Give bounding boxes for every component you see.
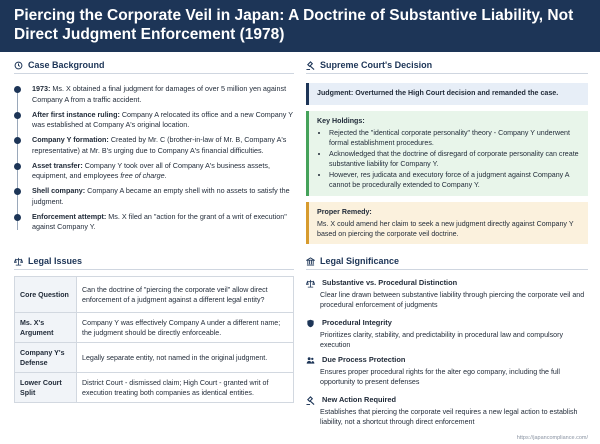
issue-value: Company Y was effectively Company A under a different name; the judgment should be directly enforceable. bbox=[77, 313, 294, 343]
timeline-dot bbox=[14, 163, 21, 170]
proper-remedy-title: Proper Remedy: bbox=[317, 208, 372, 216]
case-background-section bbox=[14, 60, 294, 74]
balance-scale-icon bbox=[306, 279, 315, 288]
decision-heading bbox=[306, 60, 588, 74]
significance-section bbox=[306, 256, 588, 270]
users-icon bbox=[306, 356, 315, 365]
proper-remedy-box bbox=[306, 202, 588, 244]
case-timeline bbox=[14, 84, 294, 238]
significance-item bbox=[306, 395, 588, 428]
gavel-icon bbox=[306, 396, 315, 405]
significance-item bbox=[306, 278, 588, 311]
table-row bbox=[15, 343, 294, 373]
legal-issues-heading bbox=[14, 256, 294, 270]
list-item: • Acknowledged that the doctrine of disregard of corporate personality can create substantive liability for Company Y. bbox=[329, 149, 580, 170]
timeline-item: 1973: Ms. X obtained a final judgment for damages of over 5 million yen against Company A from a traffic accident. bbox=[14, 84, 294, 105]
significance-item-text: Prioritizes clarity, stability, and predictability in procedural law and compulsory execution bbox=[320, 330, 563, 349]
issue-value: Legally separate entity, not named in the original judgment. bbox=[77, 343, 294, 373]
issue-value: District Court - dismissed claim; High Court - granted writ of execution treating both companies as identical entities. bbox=[77, 373, 294, 403]
legal-issues-title: Legal Issues bbox=[28, 256, 83, 266]
shield-icon bbox=[306, 319, 315, 328]
significance-item-title: New Action Required bbox=[322, 395, 397, 404]
timeline-item: Company Y formation: Created by Mr. C (brother-in-law of Mr. B, Company A's representative) at Mr. B's urging due to Company A's financial difficulties. bbox=[14, 135, 294, 156]
significance-item bbox=[306, 318, 588, 351]
table-row bbox=[15, 313, 294, 343]
key-holdings-list bbox=[317, 128, 580, 191]
list-item: • However, res judicata and executory force of a judgment against Company A cannot be procedurally extended to Company Y. bbox=[329, 170, 580, 191]
significance-title: Legal Significance bbox=[320, 256, 400, 266]
history-icon bbox=[14, 61, 23, 70]
list-item: • Rejected the "identical corporate personality" theory - Company Y underwent formal establishment procedures. bbox=[329, 128, 580, 149]
balance-scale-icon bbox=[14, 257, 23, 266]
issue-key: Company Y's Defense bbox=[15, 343, 77, 373]
significance-item-title: Substantive vs. Procedural Distinction bbox=[322, 278, 458, 287]
issue-key: Core Question bbox=[15, 277, 77, 313]
case-background-title: Case Background bbox=[28, 60, 105, 70]
key-holdings-box bbox=[306, 111, 588, 196]
timeline-item: Asset transfer: Company Y took over all of Company A's business assets, equipment, and employees free of charge. bbox=[14, 161, 294, 182]
issue-value: Can the doctrine of "piercing the corporate veil" allow direct enforcement of a judgment against a different legal entity? bbox=[77, 277, 294, 313]
table-row bbox=[15, 373, 294, 403]
issue-key: Ms. X's Argument bbox=[15, 313, 77, 343]
key-holdings-title: Key Holdings: bbox=[317, 117, 365, 125]
significance-item-text: Clear line drawn between substantive liability through piercing the corporate veil and procedural enforcement of judgments bbox=[320, 290, 585, 309]
legal-issues-table bbox=[14, 276, 294, 403]
case-background-heading bbox=[14, 60, 294, 74]
significance-item-title: Procedural Integrity bbox=[322, 318, 392, 327]
significance-item-text: Ensures proper procedural rights for the alter ego company, including the full opportunity to present defenses bbox=[320, 367, 561, 386]
proper-remedy-text: Ms. X could amend her claim to seek a new judgment directly against Company Y based on piercing the corporate veil doctrine. bbox=[317, 219, 574, 238]
timeline-dot bbox=[14, 112, 21, 119]
table-row bbox=[15, 277, 294, 313]
significance-heading bbox=[306, 256, 588, 270]
timeline-item: Enforcement attempt: Ms. X filed an "action for the grant of a writ of execution" against Company Y. bbox=[14, 212, 294, 233]
decision-section bbox=[306, 60, 588, 74]
gavel-icon bbox=[306, 61, 315, 70]
timeline-dot bbox=[14, 188, 21, 195]
legal-issues-section bbox=[14, 256, 294, 270]
timeline-dot bbox=[14, 214, 21, 221]
timeline-dot bbox=[14, 137, 21, 144]
landmark-icon bbox=[306, 257, 315, 266]
timeline-dot bbox=[14, 86, 21, 93]
page-header bbox=[0, 0, 600, 52]
source-link[interactable]: https://japancompliance.com/ bbox=[516, 435, 588, 441]
decision-summary: Judgment: Overturned the High Court decision and remanded the case. bbox=[306, 83, 588, 105]
significance-item bbox=[306, 355, 588, 388]
timeline-item: After first instance ruling: Company A relocated its office and a new Company Y was established at Company A's original location. bbox=[14, 110, 294, 131]
significance-item-text: Establishes that piercing the corporate veil requires a new legal action to establish liability, not a shortcut through direct enforcement bbox=[320, 407, 578, 426]
significance-item-title: Due Process Protection bbox=[322, 355, 406, 364]
timeline-item: Shell company: Company A became an empty shell with no assets to satisfy the judgment. bbox=[14, 186, 294, 207]
page-title: Piercing the Corporate Veil in Japan: A Doctrine of Substantive Liability, Not Direct Judgment Enforcement (1978) bbox=[14, 7, 574, 43]
issue-key: Lower Court Split bbox=[15, 373, 77, 403]
decision-title: Supreme Court's Decision bbox=[320, 60, 433, 70]
